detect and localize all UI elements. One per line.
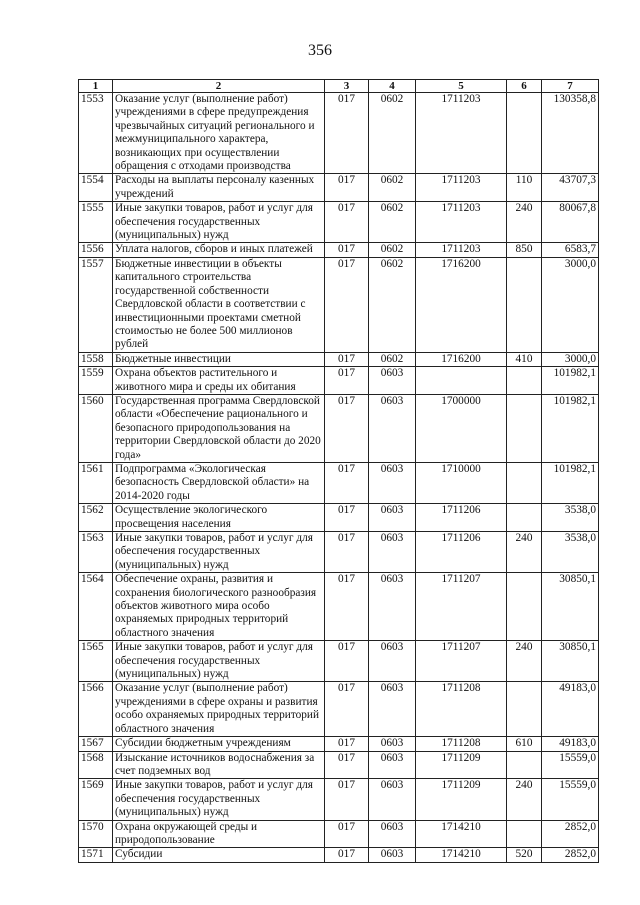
row-expense-type: 410 <box>507 352 542 366</box>
row-target-code: 1716200 <box>416 352 507 366</box>
row-name: Расходы на выплаты персоналу казенных учреждений <box>113 174 325 202</box>
row-number: 1570 <box>79 820 113 848</box>
row-section-code: 0603 <box>369 504 416 532</box>
column-header: 1 <box>79 80 113 93</box>
budget-table <box>78 79 599 863</box>
row-section-code: 0603 <box>369 532 416 573</box>
row-target-code: 1711203 <box>416 93 507 174</box>
row-target-code: 1714210 <box>416 820 507 848</box>
table-row <box>79 174 599 202</box>
row-section-code: 0603 <box>369 751 416 779</box>
row-name: Оказание услуг (выполнение работ) учреждениями в сфере охраны и развития особо охраняемых природных территорий областного значения <box>113 682 325 737</box>
row-target-code: 1711208 <box>416 682 507 737</box>
row-ministry-code: 017 <box>325 394 369 462</box>
row-amount: 80067,8 <box>542 202 599 243</box>
table-row <box>79 641 599 682</box>
row-expense-type: 240 <box>507 641 542 682</box>
row-section-code: 0603 <box>369 737 416 751</box>
row-expense-type <box>507 504 542 532</box>
row-name: Иные закупки товаров, работ и услуг для обеспечения государственных (муниципальных) нужд <box>113 641 325 682</box>
row-number: 1554 <box>79 174 113 202</box>
table-row <box>79 93 599 174</box>
row-ministry-code: 017 <box>325 202 369 243</box>
column-header: 3 <box>325 80 369 93</box>
row-ministry-code: 017 <box>325 504 369 532</box>
row-target-code: 1700000 <box>416 394 507 462</box>
row-amount: 43707,3 <box>542 174 599 202</box>
row-amount: 3000,0 <box>542 352 599 366</box>
row-expense-type <box>507 257 542 352</box>
row-ministry-code: 017 <box>325 641 369 682</box>
row-number: 1561 <box>79 462 113 503</box>
row-ministry-code: 017 <box>325 174 369 202</box>
row-name: Бюджетные инвестиции <box>113 352 325 366</box>
row-expense-type <box>507 820 542 848</box>
table-row <box>79 751 599 779</box>
row-target-code: 1711208 <box>416 737 507 751</box>
row-name: Иные закупки товаров, работ и услуг для обеспечения государственных (муниципальных) нужд <box>113 779 325 820</box>
row-name: Субсидии <box>113 848 325 862</box>
row-section-code: 0602 <box>369 243 416 257</box>
row-number: 1553 <box>79 93 113 174</box>
row-expense-type <box>507 751 542 779</box>
row-name: Оказание услуг (выполнение работ) учреждениями в сфере предупреждения чрезвычайных ситуаций регионального и межмуниципального характера, возникающих при осуществлении обращения с отходами производства <box>113 93 325 174</box>
row-amount: 15559,0 <box>542 751 599 779</box>
row-name: Подпрограмма «Экологическая безопасность Свердловской области» на 2014-2020 годы <box>113 462 325 503</box>
row-expense-type <box>507 462 542 503</box>
row-target-code: 1711206 <box>416 504 507 532</box>
row-number: 1567 <box>79 737 113 751</box>
row-target-code: 1711209 <box>416 779 507 820</box>
row-amount: 49183,0 <box>542 737 599 751</box>
header-row <box>79 80 599 93</box>
row-amount: 3538,0 <box>542 504 599 532</box>
row-name: Изыскание источников водоснабжения за счет подземных вод <box>113 751 325 779</box>
row-target-code: 1711203 <box>416 202 507 243</box>
row-amount: 49183,0 <box>542 682 599 737</box>
row-section-code: 0602 <box>369 202 416 243</box>
row-number: 1555 <box>79 202 113 243</box>
row-ministry-code: 017 <box>325 93 369 174</box>
row-amount: 130358,8 <box>542 93 599 174</box>
table-row <box>79 737 599 751</box>
row-name: Бюджетные инвестиции в объекты капитального строительства государственной собственности Свердловской области в соответствии с инвестиционными проектами сметной стоимостью не более 500 миллионов рублей <box>113 257 325 352</box>
table-row <box>79 682 599 737</box>
row-section-code: 0603 <box>369 779 416 820</box>
row-ministry-code: 017 <box>325 573 369 641</box>
row-expense-type <box>507 394 542 462</box>
row-section-code: 0603 <box>369 848 416 862</box>
row-section-code: 0602 <box>369 257 416 352</box>
table-row <box>79 257 599 352</box>
row-amount: 30850,1 <box>542 641 599 682</box>
row-name: Обеспечение охраны, развития и сохранения биологического разнообразия объектов животного мира особо охраняемых природных территорий областного значения <box>113 573 325 641</box>
row-number: 1562 <box>79 504 113 532</box>
row-number: 1557 <box>79 257 113 352</box>
row-ministry-code: 017 <box>325 532 369 573</box>
row-ministry-code: 017 <box>325 352 369 366</box>
row-amount: 101982,1 <box>542 394 599 462</box>
row-ministry-code: 017 <box>325 848 369 862</box>
row-name: Осуществление экологического просвещения населения <box>113 504 325 532</box>
row-expense-type: 240 <box>507 779 542 820</box>
row-target-code: 1714210 <box>416 848 507 862</box>
row-ministry-code: 017 <box>325 462 369 503</box>
table-row <box>79 202 599 243</box>
table-row <box>79 462 599 503</box>
row-number: 1556 <box>79 243 113 257</box>
row-section-code: 0603 <box>369 573 416 641</box>
row-expense-type: 240 <box>507 202 542 243</box>
row-target-code: 1711209 <box>416 751 507 779</box>
row-number: 1565 <box>79 641 113 682</box>
row-section-code: 0603 <box>369 367 416 395</box>
row-expense-type: 240 <box>507 532 542 573</box>
row-amount: 101982,1 <box>542 462 599 503</box>
row-ministry-code: 017 <box>325 243 369 257</box>
column-header: 6 <box>507 80 542 93</box>
row-name: Уплата налогов, сборов и иных платежей <box>113 243 325 257</box>
column-header: 5 <box>416 80 507 93</box>
row-section-code: 0602 <box>369 93 416 174</box>
column-header: 7 <box>542 80 599 93</box>
row-amount: 101982,1 <box>542 367 599 395</box>
table-row <box>79 779 599 820</box>
row-target-code: 1710000 <box>416 462 507 503</box>
column-header: 2 <box>113 80 325 93</box>
row-amount: 3000,0 <box>542 257 599 352</box>
table-row <box>79 367 599 395</box>
row-target-code: 1716200 <box>416 257 507 352</box>
table-row <box>79 573 599 641</box>
row-expense-type: 850 <box>507 243 542 257</box>
row-target-code: 1711206 <box>416 532 507 573</box>
row-target-code: 1711203 <box>416 174 507 202</box>
row-name: Субсидии бюджетным учреждениям <box>113 737 325 751</box>
row-ministry-code: 017 <box>325 367 369 395</box>
row-expense-type <box>507 682 542 737</box>
row-ministry-code: 017 <box>325 779 369 820</box>
page-number: 356 <box>308 42 332 59</box>
row-expense-type: 110 <box>507 174 542 202</box>
row-expense-type: 610 <box>507 737 542 751</box>
row-expense-type: 520 <box>507 848 542 862</box>
row-name: Государственная программа Свердловской области «Обеспечение рационального и безопасного природопользования на территории Свердловской области до 2020 года» <box>113 394 325 462</box>
row-ministry-code: 017 <box>325 682 369 737</box>
column-header: 4 <box>369 80 416 93</box>
row-name: Иные закупки товаров, работ и услуг для обеспечения государственных (муниципальных) нужд <box>113 532 325 573</box>
row-number: 1563 <box>79 532 113 573</box>
table-row <box>79 352 599 366</box>
row-amount: 3538,0 <box>542 532 599 573</box>
row-number: 1566 <box>79 682 113 737</box>
row-number: 1568 <box>79 751 113 779</box>
row-name: Иные закупки товаров, работ и услуг для обеспечения государственных (муниципальных) нужд <box>113 202 325 243</box>
row-section-code: 0603 <box>369 820 416 848</box>
row-ministry-code: 017 <box>325 737 369 751</box>
table-row <box>79 532 599 573</box>
row-section-code: 0602 <box>369 352 416 366</box>
row-section-code: 0603 <box>369 682 416 737</box>
row-target-code: 1711207 <box>416 573 507 641</box>
row-number: 1569 <box>79 779 113 820</box>
table-row <box>79 820 599 848</box>
row-target-code: 1711207 <box>416 641 507 682</box>
row-ministry-code: 017 <box>325 751 369 779</box>
row-section-code: 0603 <box>369 394 416 462</box>
table-row <box>79 504 599 532</box>
row-target-code: 1711203 <box>416 243 507 257</box>
row-section-code: 0602 <box>369 174 416 202</box>
table-row <box>79 394 599 462</box>
row-amount: 2852,0 <box>542 848 599 862</box>
row-expense-type <box>507 93 542 174</box>
row-ministry-code: 017 <box>325 257 369 352</box>
row-name: Охрана окружающей среды и природопользование <box>113 820 325 848</box>
table-row <box>79 848 599 862</box>
row-number: 1559 <box>79 367 113 395</box>
row-amount: 6583,7 <box>542 243 599 257</box>
row-amount: 15559,0 <box>542 779 599 820</box>
row-ministry-code: 017 <box>325 820 369 848</box>
row-target-code <box>416 367 507 395</box>
row-section-code: 0603 <box>369 462 416 503</box>
row-section-code: 0603 <box>369 641 416 682</box>
row-expense-type <box>507 367 542 395</box>
row-number: 1564 <box>79 573 113 641</box>
row-amount: 30850,1 <box>542 573 599 641</box>
row-amount: 2852,0 <box>542 820 599 848</box>
row-name: Охрана объектов растительного и животного мира и среды их обитания <box>113 367 325 395</box>
row-number: 1560 <box>79 394 113 462</box>
table-row <box>79 243 599 257</box>
row-number: 1571 <box>79 848 113 862</box>
row-number: 1558 <box>79 352 113 366</box>
row-expense-type <box>507 573 542 641</box>
